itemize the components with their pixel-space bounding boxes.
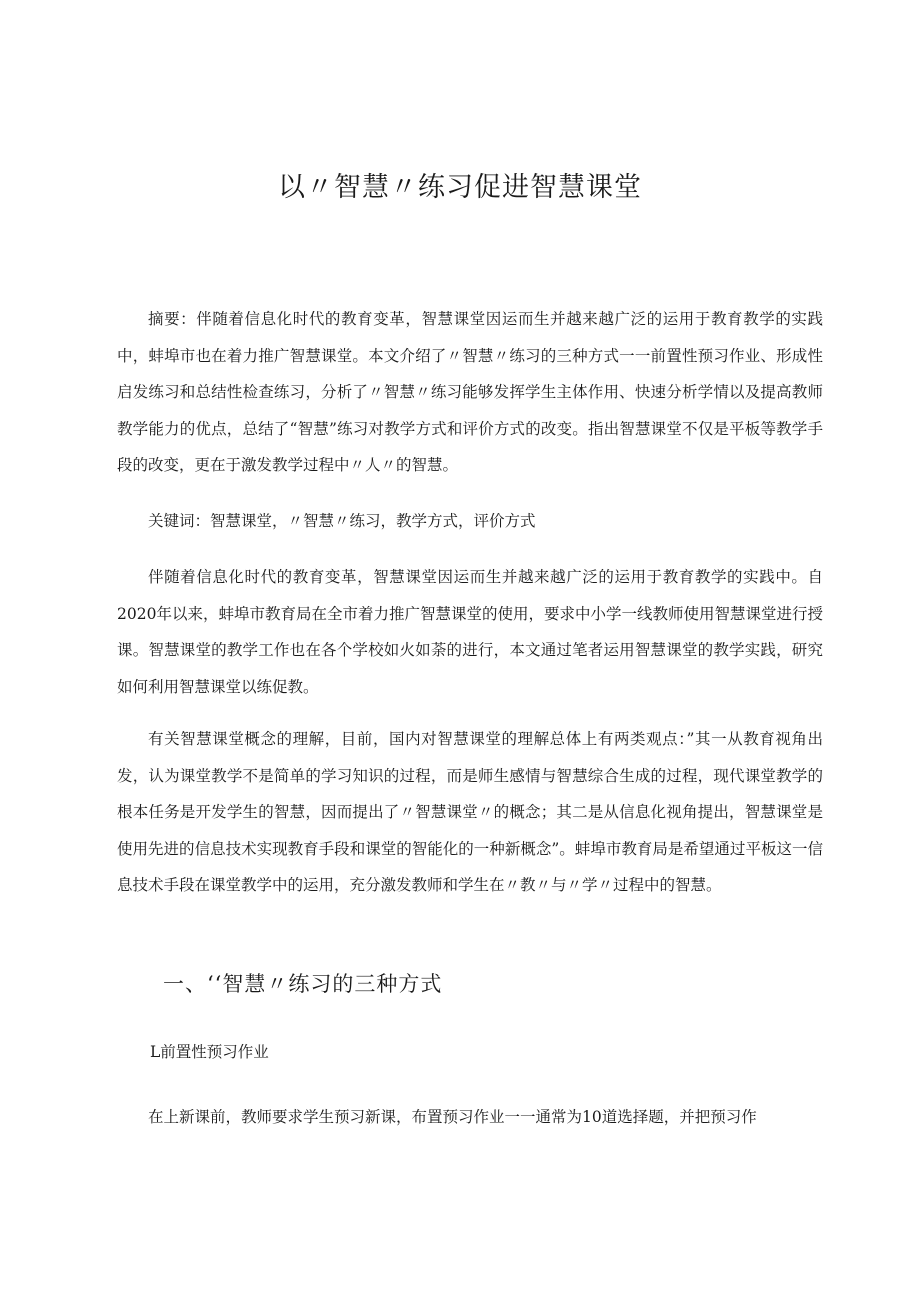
document-title: 以〃智慧〃练习促进智慧课堂 [278, 172, 642, 203]
subsection-heading: L前置性预习作业 [150, 1043, 269, 1061]
keywords-paragraph: 关键词：智慧课堂，〃智慧〃练习，教学方式，评价方式 [148, 512, 536, 530]
subsection-paragraph: 在上新课前，教师要求学生预习新课，布置预习作业一一通常为10道选择题，并把预习作 [148, 1108, 757, 1126]
intro-paragraph: 伴随着信息化时代的教育变革，智慧课堂因运而生并越来越广泛的运用于教育教学的实践中。自2020年以来，蚌埠市教育局在全市着力推广智慧课堂的使用，要求中小学一线教师使用智慧课堂进行授课。智慧课堂的教学工作也在各个学校如火如荼的进行，本文通过笔者运用智慧课堂的教学实践，研究如何利用智慧课堂以练促教。 [117, 568, 823, 696]
section-heading: 一、‘‘智慧〃练习的三种方式 [163, 972, 443, 996]
concept-paragraph: 有关智慧课堂概念的理解，目前，国内对智慧课堂的理解总体上有两类观点：”其一从教育视角出发，认为课堂教学不是简单的学习知识的过程，而是师生感情与智慧综合生成的过程，现代课堂教学的根本任务是开发学生的智慧，因而提出了〃智慧课堂〃的概念；其二是从信息化视角提出，智慧课堂是使用先进的信息技术实现教育手段和课堂的智能化的一种新概念”。蚌埠市教育局是希望通过平板这一信息技术手段在课堂教学中的运用，充分激发教师和学生在〃教〃与〃学〃过程中的智慧。 [117, 730, 823, 894]
abstract-paragraph: 摘要：伴随着信息化时代的教育变革，智慧课堂因运而生并越来越广泛的运用于教育教学的实践中，蚌埠市也在着力推广智慧课堂。本文介绍了〃智慧〃练习的三种方式一一前置性预习作业、形成性启发练习和总结性检查练习，分析了〃智慧〃练习能够发挥学生主体作用、快速分析学情以及提高教师教学能力的优点，总结了“智慧”练习对教学方式和评价方式的改变。指出智慧课堂不仅是平板等教学手段的改变，更在于激发教学过程中〃人〃的智慧。 [117, 310, 823, 474]
